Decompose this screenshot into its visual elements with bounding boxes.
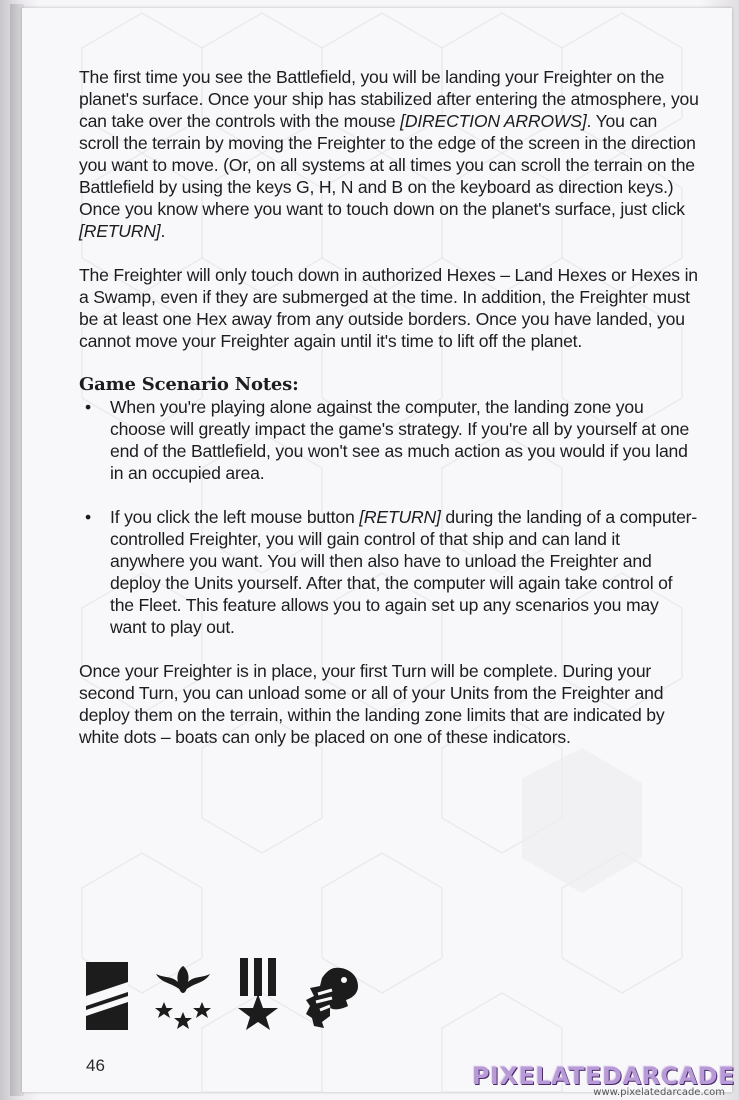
scenario-notes-list <box>79 396 699 638</box>
text-run: . <box>160 221 166 241</box>
eagle-stars-icon <box>154 962 212 1030</box>
key-reference-return: [RETURN] <box>359 507 441 527</box>
paragraph-second-turn: Once your Freighter is in place, your first Turn will be complete. During your second Turn, you can unload some or all of your Units from the Freighter and deploy them on the terrain, within the landing zone limits that are indicated by white dots – boats can only be placed on one of these indicators. <box>79 661 665 747</box>
pixelatedarcade-watermark: PIXELATEDARCADE <box>471 1062 735 1090</box>
paragraph-touchdown-rules: The Freighter will only touch down in authorized Hexes – Land Hexes or Hexes in a Swamp, even if they are submerged at the time. In addition, the Freighter must be at least one Hex away from any outside borders. Once you have landed, you cannot move your Freighter again until it's time to lift off the planet. <box>79 265 698 351</box>
text-run: The first time you see the Battlefield, you will be landing your Freighter on the planet's surface. Once your ship has stabilized after entering the atmosphere, you can take over the controls with the mouse <box>79 67 699 131</box>
list-item <box>79 506 699 638</box>
key-reference-direction-arrows: [DIRECTION ARROWS] <box>400 111 587 131</box>
chevron-stripes-icon <box>86 962 128 1030</box>
page-number: 46 <box>86 1056 105 1075</box>
section-heading: Game Scenario Notes: <box>79 374 299 395</box>
text-run: If you click the left mouse button <box>110 507 360 527</box>
bullet-icon: • <box>85 397 91 417</box>
key-reference-return: [RETURN] <box>79 221 161 241</box>
watermark-url: www.pixelatedarcade.com <box>593 1087 725 1098</box>
paragraph-landing-intro <box>79 66 699 242</box>
text-run: during the landing of a computer- controlled Freighter, you will gain control of that ship and can land it anywhere you want. You will then also have to unload the Freighter and deploy the Units yourself. After that, the computer will again take control of the Fleet. This feature allows you to again set up any scenarios you may want to play out. <box>110 507 697 637</box>
page-content <box>79 66 699 770</box>
list-item-text: When you're playing alone against the computer, the landing zone you choose will greatly impact the game's strategy. If you're all by yourself at one end of the Battlefield, you won't see as much action as you would if you land in an occupied area. <box>110 397 690 483</box>
bars-star-icon <box>238 958 278 1030</box>
hand-fist-icon <box>304 966 360 1030</box>
list-item <box>79 396 699 484</box>
bullet-icon: • <box>85 507 91 527</box>
text-run: . You can scroll the terrain by moving the Freighter to the edge of the screen in the direction you want to move. (Or, on all systems at all times you can scroll the terrain on the Battlefield by using the keys G, H, N and B on the keyboard as direction keys.) Once you know where you want to touch down on the planet's surface, just click <box>79 111 696 219</box>
list-item-text <box>110 507 697 637</box>
faction-icons <box>86 958 360 1030</box>
